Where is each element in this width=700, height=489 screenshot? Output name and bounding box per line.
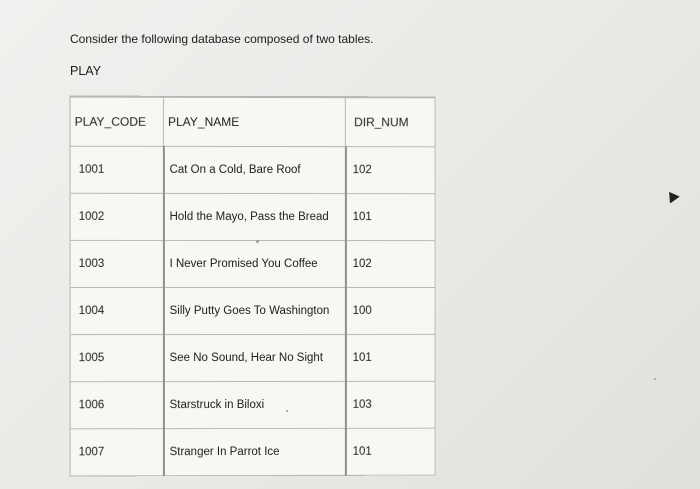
cell-dir-num: 101	[346, 194, 436, 241]
table-row	[70, 381, 435, 429]
cell-play-code: 1007	[70, 429, 163, 476]
cell-play-code: 1006	[70, 382, 163, 429]
column-header-dir-num: DIR_NUM	[346, 97, 436, 147]
cell-dir-num: 101	[346, 428, 436, 475]
play-table	[70, 96, 436, 477]
table-header-row	[70, 97, 435, 147]
cell-play-name: Starstruck in Biloxi	[164, 381, 346, 428]
cell-dir-num: 102	[346, 241, 436, 288]
cell-play-name: Cat On a Cold, Bare Roof	[164, 146, 346, 193]
cell-play-code: 1003	[70, 240, 163, 287]
cell-dir-num: 102	[346, 147, 436, 194]
table-caption: PLAY	[70, 64, 102, 78]
cell-play-name: Silly Putty Goes To Washington	[164, 287, 346, 334]
column-header-play-code: PLAY_CODE	[70, 97, 163, 147]
play-table-container	[70, 96, 436, 476]
column-header-play-name: PLAY_NAME	[164, 97, 346, 147]
cell-dir-num: 103	[346, 381, 436, 428]
table-row	[70, 287, 435, 334]
cell-dir-num: 100	[346, 287, 436, 334]
table-row	[70, 240, 435, 287]
intro-text: Consider the following database composed of two tables.	[70, 32, 374, 46]
table-row	[70, 193, 435, 240]
screen-speck	[286, 410, 288, 412]
table-row	[70, 146, 435, 193]
cell-play-code: 1005	[70, 335, 163, 382]
table-row	[70, 334, 435, 381]
screen-speck	[654, 378, 656, 380]
cell-dir-num: 101	[346, 334, 436, 381]
cell-play-name: Stranger In Parrot Ice	[164, 428, 346, 475]
cell-play-code: 1002	[70, 193, 163, 240]
mouse-pointer-icon	[664, 188, 680, 203]
cell-play-name: Hold the Mayo, Pass the Bread	[164, 193, 346, 240]
cell-play-name: I Never Promised You Coffee	[164, 240, 346, 287]
cell-play-code: 1001	[70, 146, 163, 193]
cell-play-name: See No Sound, Hear No Sight	[164, 334, 346, 381]
cell-play-code: 1004	[70, 288, 163, 335]
table-row	[70, 428, 435, 476]
screen-speck	[256, 240, 259, 243]
